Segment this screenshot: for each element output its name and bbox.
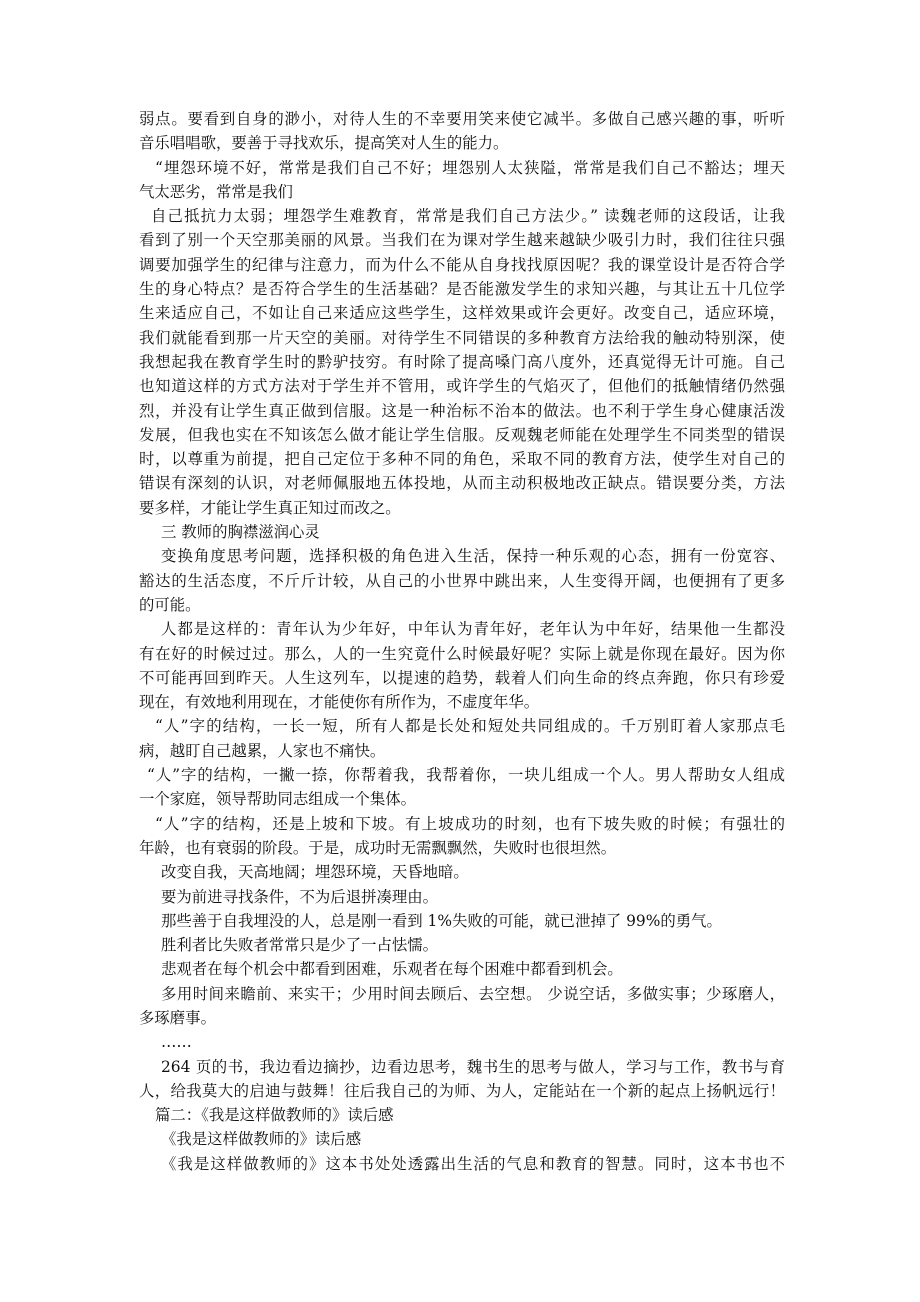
text-line: 多琢磨事。 [139,1008,216,1027]
text-line: 我们就能看到那一片天空的美丽。对待学生不同错误的多种教育方法给我的触动特别深，使 [139,328,785,347]
text-line: 气太恶劣，常常是我们 [139,182,293,201]
text-line: 音乐唱唱歌，要善于寻找欢乐，提高笑对人生的能力。 [139,134,509,153]
text-line: 调要加强学生的纪律与注意力，而为什么不能从自身找找原因呢？我的课堂设计是否符合学 [139,255,785,274]
text-line: 现在，有效地利用现在，才能使你有所作为，不虚度年华。 [139,693,540,712]
text-line: 改变自我，天高地阔；埋怨环境，天昏地暗。 [161,863,469,882]
text-line: 时，以尊重为前提，把自己定位于多种不同的角色，采取不同的教育方法，使学生对自己的 [139,450,785,469]
text-line: 264 页的书，我边看边摘抄，边看边思考，魏书生的思考与做人，学习与工作，教书与育 [161,1057,785,1076]
text-line: 一个家庭，领导帮助同志组成一个集体。 [139,790,417,809]
text-line: 豁达的生活态度，不斤斤计较，从自己的小世界中跳出来，人生变得开阔，也便拥有了更多 [139,571,785,590]
text-line: 《我是这样做教师的》读后感 [161,1130,362,1149]
text-line: 篇二：《我是这样做教师的》读后感 [155,1106,394,1125]
text-line: 《我是这样做教师的》这本书处处透露出生活的气息和教育的智慧。同时，这本书也不 [161,1154,785,1173]
text-line: 人，给我莫大的启迪与鼓舞！往后我自己的为师、为人，定能站在一个新的起点上扬帆远行！ [139,1081,785,1100]
text-line: 要多样，才能让学生真正知过而改之。 [139,498,401,517]
text-line: 变换角度思考问题，选择积极的角色进入生活，保持一种乐观的心态，拥有一份宽容、 [161,547,785,566]
text-line: 胜利者比失败者常常只是少了一占怯懦。 [161,936,439,955]
text-line: “人”字的结构，一长一短，所有人都是长处和短处共同组成的。千万别盯着人家那点毛 [155,717,785,736]
text-line: 多用时间来瞻前、来实干；少用时间去顾后、去空想。 少说空话，多做实事；少琢磨人， [161,984,785,1003]
text-line: 生的身心特点？是否符合学生的生活基础？是否能激发学生的求知兴趣，与其让五十几位学 [139,280,785,299]
text-line: 的可能。 [139,595,201,614]
text-line: 生来适应自己，不如让自己来适应这些学生，这样效果或许会更好。改变自己，适应环境， [139,304,785,323]
text-line: 发展，但我也实在不知该怎么做才能让学生信服。反观魏老师能在处理学生不同类型的错误 [139,425,785,444]
text-line: 不可能再回到昨天。人生这列车，以提速的趋势，载着人们向生命的终点奔跑，你只有珍爱 [139,668,785,687]
text-line: 有在好的时候过过。那么，人的一生究竟什么时候最好呢？实际上就是你现在最好。因为你 [139,644,785,663]
text-line: 年龄，也有衰弱的阶段。于是，成功时无需飘飘然，失败时也很坦然。 [139,838,617,857]
text-line: 烈，并没有让学生真正做到信服。这是一种治标不治本的做法。也不利于学生身心健康活泼 [139,401,785,420]
text-line: 悲观者在每个机会中都看到困难，乐观者在每个困难中都看到机会。 [161,960,623,979]
document-body [139,107,785,1176]
text-line: 三 教师的胸襟滋润心灵 [161,523,320,542]
text-line: 那些善于自我埋没的人，总是刚一看到 1%失败的可能，就已泄掉了 99%的勇气。 [161,911,722,930]
text-line: “埋怨环境不好，常常是我们自己不好；埋怨别人太狭隘，常常是我们自己不豁达；埋天 [155,158,785,177]
text-line: 人都是这样的：青年认为少年好，中年认为青年好，老年认为中年好，结果他一生都没 [161,620,785,639]
text-line: 自己抵抗力太弱；埋怨学生难教育，常常是我们自己方法少。” 读魏老师的这段话，让我 [151,207,785,226]
text-line: 看到了别一个天空那美丽的风景。当我们在为课对学生越来越缺少吸引力时，我们往往只强 [139,231,785,250]
text-line: “人”字的结构，一撇一捺，你帮着我，我帮着你，一块儿组成一个人。男人帮助女人组成 [147,766,785,785]
text-line: 要为前进寻找条件，不为后退拼凑理由。 [161,887,439,906]
text-line: 病，越盯自己越累，人家也不痛快。 [139,741,386,760]
text-line: 我想起我在教育学生时的黔驴技穷。有时除了提高嗓门高八度外，还真觉得无计可施。自己 [139,352,785,371]
text-line: 也知道这样的方式方法对于学生并不管用，或许学生的气焰灭了，但他们的抵触情绪仍然强 [139,377,785,396]
text-line: “人”字的结构，还是上坡和下坡。有上坡成功的时刻，也有下坡失败的时候；有强壮的 [155,814,785,833]
text-line: 弱点。要看到自身的渺小，对待人生的不幸要用笑来使它减半。多做自己感兴趣的事，听听 [139,110,785,128]
text-line: …… [161,1033,192,1052]
text-line: 错误有深刻的认识，对老师佩服地五体投地，从而主动积极地改正缺点。错误要分类，方法 [139,474,785,493]
